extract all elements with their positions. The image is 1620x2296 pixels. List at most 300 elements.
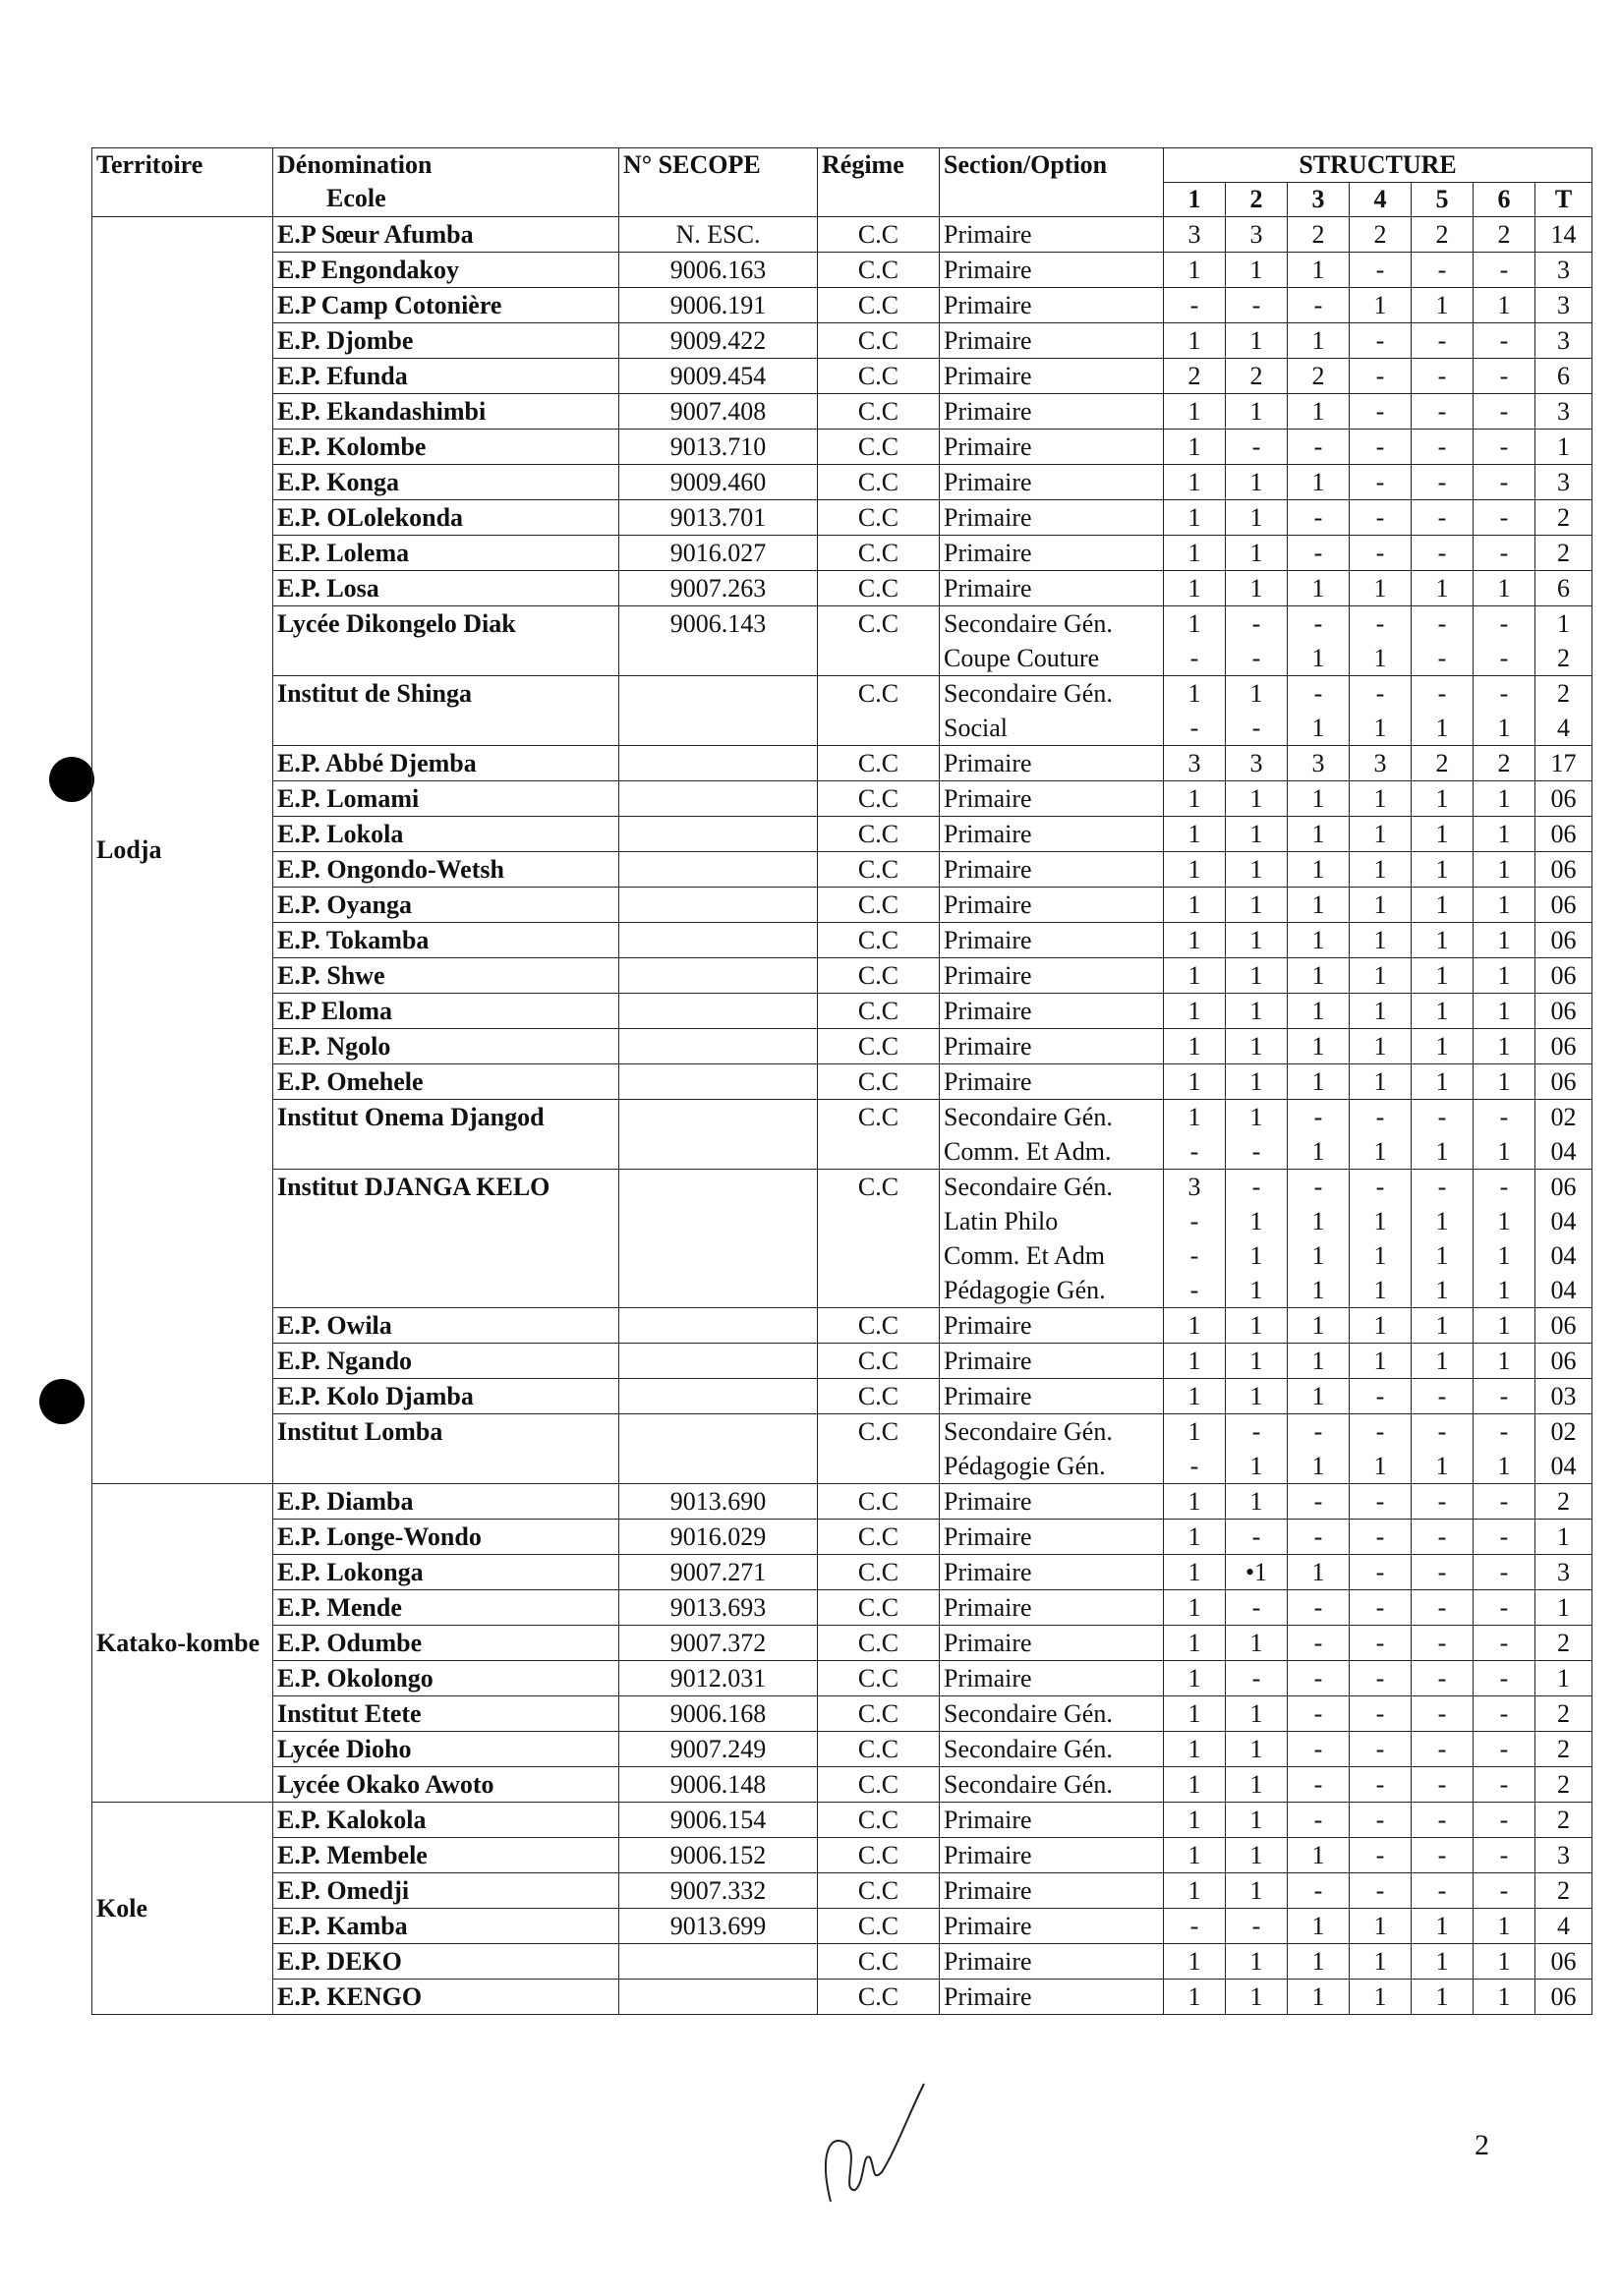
structure-value: 1 xyxy=(1249,1487,1263,1516)
structure-value-cell xyxy=(1350,746,1412,781)
regime-cell xyxy=(818,1980,940,2015)
structure-value: - xyxy=(1313,1522,1323,1551)
structure-value: 1 xyxy=(1187,855,1201,884)
structure-value: - xyxy=(1313,1487,1323,1516)
structure-value-cell xyxy=(1226,1980,1288,2015)
structure-value-cell xyxy=(1288,1308,1350,1344)
structure-value-cell xyxy=(1535,606,1592,676)
structure-value-cell xyxy=(1164,217,1226,253)
secope-cell xyxy=(619,1767,818,1803)
structure-value: 1 xyxy=(1187,1982,1201,2011)
structure-value-cell xyxy=(1535,1590,1592,1626)
structure-value: 1 xyxy=(1249,1382,1263,1410)
section-text: Pédagogie Gén. xyxy=(944,1276,1106,1304)
secope-cell xyxy=(619,781,818,817)
structure-value: 3 xyxy=(1557,326,1571,355)
regime-cell xyxy=(818,253,940,288)
structure-value: - xyxy=(1499,1876,1509,1905)
secope-text xyxy=(623,888,813,922)
structure-value: 1 xyxy=(1249,784,1263,813)
territoire-cell: Lodja xyxy=(92,217,273,1484)
secope-text xyxy=(623,676,813,711)
structure-value-cell xyxy=(1164,1484,1226,1520)
school-name-text: E.P. Odumbe xyxy=(277,1629,423,1657)
structure-value: 1 xyxy=(1497,1347,1511,1375)
section-cell xyxy=(940,465,1164,500)
structure-value: 1 xyxy=(1557,1593,1571,1622)
structure-value: 1 xyxy=(1435,855,1449,884)
structure-value: 1 xyxy=(1435,714,1449,742)
school-name-text: E.P. Konga xyxy=(277,468,400,496)
section-cell xyxy=(940,288,1164,323)
structure-value: - xyxy=(1437,362,1447,390)
table-row xyxy=(92,217,1592,253)
section-text: Primaire xyxy=(944,784,1032,813)
structure-value-cell xyxy=(1164,359,1226,394)
structure-value-cell xyxy=(1474,1661,1535,1696)
structure-value: - xyxy=(1375,539,1385,567)
structure-value: 1 xyxy=(1373,1241,1387,1270)
table-row xyxy=(92,1626,1592,1661)
section-cell xyxy=(940,253,1164,288)
section-text: Secondaire Gén. xyxy=(944,609,1113,638)
structure-value: - xyxy=(1375,468,1385,496)
structure-value-cell xyxy=(1412,394,1474,430)
structure-value-cell xyxy=(1350,1873,1412,1909)
structure-value-cell xyxy=(1412,676,1474,746)
structure-value-cell xyxy=(1288,676,1350,746)
structure-value-cell xyxy=(1350,1170,1412,1308)
school-name-text: E.P. Kolo Djamba xyxy=(277,1382,474,1410)
regime-text: C.C xyxy=(857,1382,899,1410)
structure-value-cell xyxy=(1288,923,1350,958)
structure-value: 1 xyxy=(1373,1347,1387,1375)
structure-value: 1 xyxy=(1435,926,1449,954)
table-row xyxy=(92,1344,1592,1379)
section-text: Primaire xyxy=(944,926,1032,954)
structure-value-cell xyxy=(1474,288,1535,323)
structure-value: - xyxy=(1189,1452,1199,1480)
table-row xyxy=(92,1732,1592,1767)
structure-value: 1 xyxy=(1311,997,1325,1025)
structure-value-cell xyxy=(1288,1803,1350,1838)
structure-value: 1 xyxy=(1311,256,1325,284)
structure-value: 1 xyxy=(1187,574,1201,603)
structure-value-cell xyxy=(1164,994,1226,1029)
school-name-text: E.P. Djombe xyxy=(277,326,414,355)
structure-value: 1 xyxy=(1311,1032,1325,1061)
regime-cell xyxy=(818,676,940,746)
structure-value-cell xyxy=(1535,1696,1592,1732)
structure-value: 1 xyxy=(1249,503,1263,532)
table-row xyxy=(92,1170,1592,1308)
table-row xyxy=(92,430,1592,465)
school-name xyxy=(273,958,619,994)
structure-value-cell xyxy=(1535,1767,1592,1803)
structure-value-cell xyxy=(1412,606,1474,676)
structure-value-cell xyxy=(1474,676,1535,746)
table-row xyxy=(92,1029,1592,1064)
punch-hole-bottom xyxy=(39,1379,85,1424)
table-row xyxy=(92,1100,1592,1170)
secope-text xyxy=(623,1064,813,1099)
structure-value-cell xyxy=(1474,1980,1535,2015)
structure-value: - xyxy=(1437,1876,1447,1905)
school-name xyxy=(273,1308,619,1344)
structure-value-cell xyxy=(1164,1803,1226,1838)
structure-value-cell xyxy=(1226,746,1288,781)
structure-value: 3 xyxy=(1187,749,1201,777)
structure-value-cell xyxy=(1226,1344,1288,1379)
section-text: Primaire xyxy=(944,1876,1032,1905)
structure-value-cell xyxy=(1288,1379,1350,1414)
school-name-text: E.P. Owila xyxy=(277,1311,392,1340)
structure-value: 06 xyxy=(1550,890,1577,919)
regime-cell xyxy=(818,1414,940,1484)
structure-value: - xyxy=(1313,1699,1323,1728)
structure-value: 2 xyxy=(1557,679,1571,708)
regime-cell xyxy=(818,606,940,676)
structure-value: 2 xyxy=(1557,1735,1571,1763)
structure-value: - xyxy=(1313,503,1323,532)
table-row xyxy=(92,676,1592,746)
secope-cell xyxy=(619,1696,818,1732)
structure-value-cell xyxy=(1226,253,1288,288)
structure-value-cell xyxy=(1164,1170,1226,1308)
structure-value: 1 xyxy=(1249,468,1263,496)
regime-text: C.C xyxy=(857,961,899,990)
regime-cell xyxy=(818,817,940,852)
structure-value: - xyxy=(1251,1137,1261,1166)
secope-text: 9007.332 xyxy=(669,1876,767,1905)
structure-value-cell xyxy=(1164,1732,1226,1767)
structure-value: 2 xyxy=(1311,220,1325,249)
structure-value: 1 xyxy=(1497,291,1511,319)
structure-value: 1 xyxy=(1187,1699,1201,1728)
structure-value: 1 xyxy=(1311,1558,1325,1586)
table-row xyxy=(92,1838,1592,1873)
structure-value-cell xyxy=(1412,1626,1474,1661)
school-name xyxy=(273,1414,619,1484)
header-structure-col: 1 xyxy=(1164,183,1226,217)
structure-value-cell xyxy=(1288,1100,1350,1170)
structure-value: 1 xyxy=(1311,1452,1325,1480)
structure-value: - xyxy=(1437,1664,1447,1693)
table-row xyxy=(92,1064,1592,1100)
school-name-text: E.P. Oyanga xyxy=(277,890,413,919)
structure-value: - xyxy=(1499,1593,1509,1622)
structure-value-cell xyxy=(1226,1555,1288,1590)
structure-value-cell xyxy=(1288,888,1350,923)
structure-value-cell xyxy=(1474,536,1535,571)
structure-value-cell xyxy=(1164,1308,1226,1344)
structure-value: 1 xyxy=(1187,609,1201,638)
secope-text xyxy=(623,1379,813,1413)
secope-cell xyxy=(619,253,818,288)
structure-value: 06 xyxy=(1550,784,1577,813)
regime-text: C.C xyxy=(857,326,899,355)
structure-value: - xyxy=(1499,503,1509,532)
structure-value: 1 xyxy=(1373,1452,1387,1480)
structure-value-cell xyxy=(1226,217,1288,253)
structure-value-cell xyxy=(1226,781,1288,817)
structure-value-cell xyxy=(1535,1803,1592,1838)
structure-value: 1 xyxy=(1497,1311,1511,1340)
structure-value: 1 xyxy=(1497,784,1511,813)
structure-value: 04 xyxy=(1550,1276,1577,1304)
structure-value: - xyxy=(1499,256,1509,284)
regime-cell xyxy=(818,746,940,781)
structure-value: 3 xyxy=(1187,1173,1201,1201)
secope-cell xyxy=(619,1944,818,1980)
structure-value: 1 xyxy=(1373,784,1387,813)
school-name xyxy=(273,1696,619,1732)
regime-text: C.C xyxy=(857,1103,899,1131)
structure-value: 1 xyxy=(1435,1912,1449,1940)
section-cell xyxy=(940,1732,1164,1767)
structure-value: 1 xyxy=(1187,1487,1201,1516)
structure-value-cell xyxy=(1535,536,1592,571)
structure-value: - xyxy=(1499,1173,1509,1201)
structure-value: 1 xyxy=(1187,820,1201,848)
regime-text: C.C xyxy=(857,539,899,567)
structure-value-cell xyxy=(1288,1980,1350,2015)
structure-value: - xyxy=(1437,326,1447,355)
regime-cell xyxy=(818,1344,940,1379)
structure-value: - xyxy=(1499,1735,1509,1763)
structure-value: 1 xyxy=(1187,1770,1201,1799)
regime-cell xyxy=(818,1555,940,1590)
school-name xyxy=(273,852,619,888)
regime-cell xyxy=(818,1100,940,1170)
structure-value-cell xyxy=(1288,394,1350,430)
structure-value-cell xyxy=(1535,430,1592,465)
structure-value-cell xyxy=(1164,1029,1226,1064)
structure-value: 1 xyxy=(1497,961,1511,990)
structure-value-cell xyxy=(1226,1944,1288,1980)
structure-value-cell xyxy=(1288,1484,1350,1520)
table-row xyxy=(92,359,1592,394)
structure-value: 1 xyxy=(1373,1947,1387,1976)
school-name-text: E.P Eloma xyxy=(277,997,393,1025)
structure-value-cell xyxy=(1350,1308,1412,1344)
regime-text: C.C xyxy=(857,1311,899,1340)
structure-value-cell xyxy=(1535,359,1592,394)
structure-value: - xyxy=(1313,1417,1323,1446)
page-number: 2 xyxy=(1475,2129,1489,2161)
secope-text xyxy=(623,746,813,780)
structure-value: 1 xyxy=(1311,714,1325,742)
secope-cell xyxy=(619,1803,818,1838)
secope-cell xyxy=(619,1909,818,1944)
section-cell xyxy=(940,676,1164,746)
structure-value-cell xyxy=(1412,1696,1474,1732)
structure-value: 1 xyxy=(1311,1276,1325,1304)
school-name xyxy=(273,746,619,781)
structure-value: 1 xyxy=(1435,1067,1449,1096)
section-cell xyxy=(940,817,1164,852)
regime-text: C.C xyxy=(857,926,899,954)
structure-value: 1 xyxy=(1187,890,1201,919)
structure-value-cell xyxy=(1288,1029,1350,1064)
school-name xyxy=(273,500,619,536)
secope-text xyxy=(623,1029,813,1063)
structure-value: 1 xyxy=(1435,1311,1449,1340)
structure-value: 1 xyxy=(1497,574,1511,603)
structure-value-cell xyxy=(1226,500,1288,536)
header-structure-col: 5 xyxy=(1412,183,1474,217)
structure-value-cell xyxy=(1350,1555,1412,1590)
secope-text: 9006.152 xyxy=(669,1841,767,1869)
structure-value: 6 xyxy=(1557,362,1571,390)
punch-hole-top xyxy=(49,757,94,802)
structure-value: - xyxy=(1375,1841,1385,1869)
structure-value-cell xyxy=(1164,1944,1226,1980)
structure-value: 1 xyxy=(1435,784,1449,813)
table-row xyxy=(92,817,1592,852)
structure-value: - xyxy=(1251,1417,1261,1446)
structure-value: - xyxy=(1437,1699,1447,1728)
structure-value-cell xyxy=(1226,1170,1288,1308)
structure-value-cell xyxy=(1474,1696,1535,1732)
secope-cell xyxy=(619,217,818,253)
structure-value: - xyxy=(1189,714,1199,742)
structure-value: 04 xyxy=(1550,1241,1577,1270)
regime-text: C.C xyxy=(857,1876,899,1905)
structure-value: - xyxy=(1499,644,1509,672)
section-text: Secondaire Gén. xyxy=(944,1103,1113,1131)
structure-value: 1 xyxy=(1311,1841,1325,1869)
structure-value-cell xyxy=(1412,1980,1474,2015)
structure-value-cell xyxy=(1535,1555,1592,1590)
structure-value: - xyxy=(1437,256,1447,284)
structure-value: 1 xyxy=(1497,1982,1511,2011)
structure-value: 1 xyxy=(1187,539,1201,567)
structure-value: - xyxy=(1375,432,1385,461)
structure-value-cell xyxy=(1535,465,1592,500)
structure-value: 1 xyxy=(1373,855,1387,884)
secope-cell xyxy=(619,1344,818,1379)
section-cell xyxy=(940,1064,1164,1100)
secope-cell xyxy=(619,1555,818,1590)
school-name-text: E.P. Kalokola xyxy=(277,1806,427,1834)
school-name xyxy=(273,888,619,923)
structure-value-cell xyxy=(1474,1520,1535,1555)
structure-value-cell xyxy=(1226,1909,1288,1944)
structure-value-cell xyxy=(1412,217,1474,253)
structure-value: - xyxy=(1251,1593,1261,1622)
school-name-text: E.P. Kolombe xyxy=(277,432,427,461)
section-text: Secondaire Gén. xyxy=(944,1770,1113,1799)
regime-text: C.C xyxy=(857,1067,899,1096)
structure-value-cell xyxy=(1226,606,1288,676)
school-name xyxy=(273,1873,619,1909)
structure-value: 1 xyxy=(1373,926,1387,954)
section-text: Primaire xyxy=(944,468,1032,496)
table-row xyxy=(92,781,1592,817)
regime-text: C.C xyxy=(857,574,899,603)
structure-value-cell xyxy=(1412,852,1474,888)
structure-value-cell xyxy=(1164,1909,1226,1944)
structure-value-cell xyxy=(1288,536,1350,571)
secope-cell xyxy=(619,1170,818,1308)
structure-value-cell xyxy=(1474,1379,1535,1414)
regime-text: C.C xyxy=(857,820,899,848)
structure-value: 1 xyxy=(1187,1558,1201,1586)
secope-text xyxy=(623,852,813,887)
school-name xyxy=(273,465,619,500)
regime-text: C.C xyxy=(857,1347,899,1375)
structure-value: - xyxy=(1251,432,1261,461)
secope-text xyxy=(623,1100,813,1134)
structure-value-cell xyxy=(1164,852,1226,888)
regime-text: C.C xyxy=(857,1806,899,1834)
structure-value: 06 xyxy=(1550,820,1577,848)
structure-value-cell xyxy=(1350,430,1412,465)
structure-value: - xyxy=(1375,1173,1385,1201)
structure-value: - xyxy=(1251,1522,1261,1551)
structure-value-cell xyxy=(1412,1732,1474,1767)
structure-value: - xyxy=(1189,1912,1199,1940)
structure-value: 1 xyxy=(1497,1276,1511,1304)
structure-value: - xyxy=(1375,397,1385,426)
structure-value-cell xyxy=(1350,217,1412,253)
structure-value: - xyxy=(1499,1806,1509,1834)
structure-value-cell xyxy=(1164,253,1226,288)
structure-value: - xyxy=(1375,1735,1385,1763)
table-row xyxy=(92,1767,1592,1803)
school-name xyxy=(273,1944,619,1980)
structure-value: 1 xyxy=(1187,1103,1201,1131)
structure-value: 1 xyxy=(1187,1593,1201,1622)
structure-value: - xyxy=(1375,256,1385,284)
structure-value-cell xyxy=(1226,958,1288,994)
structure-value-cell xyxy=(1535,1732,1592,1767)
table-row xyxy=(92,394,1592,430)
structure-value: 06 xyxy=(1550,997,1577,1025)
section-text: Primaire xyxy=(944,1032,1032,1061)
structure-value-cell xyxy=(1350,1944,1412,1980)
structure-value-cell xyxy=(1412,1064,1474,1100)
structure-value-cell xyxy=(1226,571,1288,606)
section-cell xyxy=(940,781,1164,817)
structure-value-cell xyxy=(1412,923,1474,958)
structure-value-cell xyxy=(1474,1590,1535,1626)
structure-value: 1 xyxy=(1311,1982,1325,2011)
structure-value: 1 xyxy=(1187,961,1201,990)
structure-value: - xyxy=(1251,1173,1261,1201)
structure-value: 1 xyxy=(1311,820,1325,848)
structure-value-cell xyxy=(1535,1909,1592,1944)
school-name xyxy=(273,536,619,571)
section-text: Primaire xyxy=(944,574,1032,603)
structure-value: 1 xyxy=(1187,1522,1201,1551)
structure-value: - xyxy=(1437,1417,1447,1446)
structure-value: 1 xyxy=(1187,1735,1201,1763)
structure-value-cell xyxy=(1350,394,1412,430)
structure-value: 1 xyxy=(1187,679,1201,708)
school-name-text: E.P Camp Cotonière xyxy=(277,291,502,319)
school-name xyxy=(273,1170,619,1308)
section-text: Primaire xyxy=(944,1558,1032,1586)
section-text: Primaire xyxy=(944,1522,1032,1551)
structure-value-cell xyxy=(1474,430,1535,465)
structure-value-cell xyxy=(1350,1767,1412,1803)
regime-cell xyxy=(818,1732,940,1767)
header-regime: Régime xyxy=(818,148,940,217)
regime-cell xyxy=(818,430,940,465)
structure-value: 02 xyxy=(1550,1103,1577,1131)
